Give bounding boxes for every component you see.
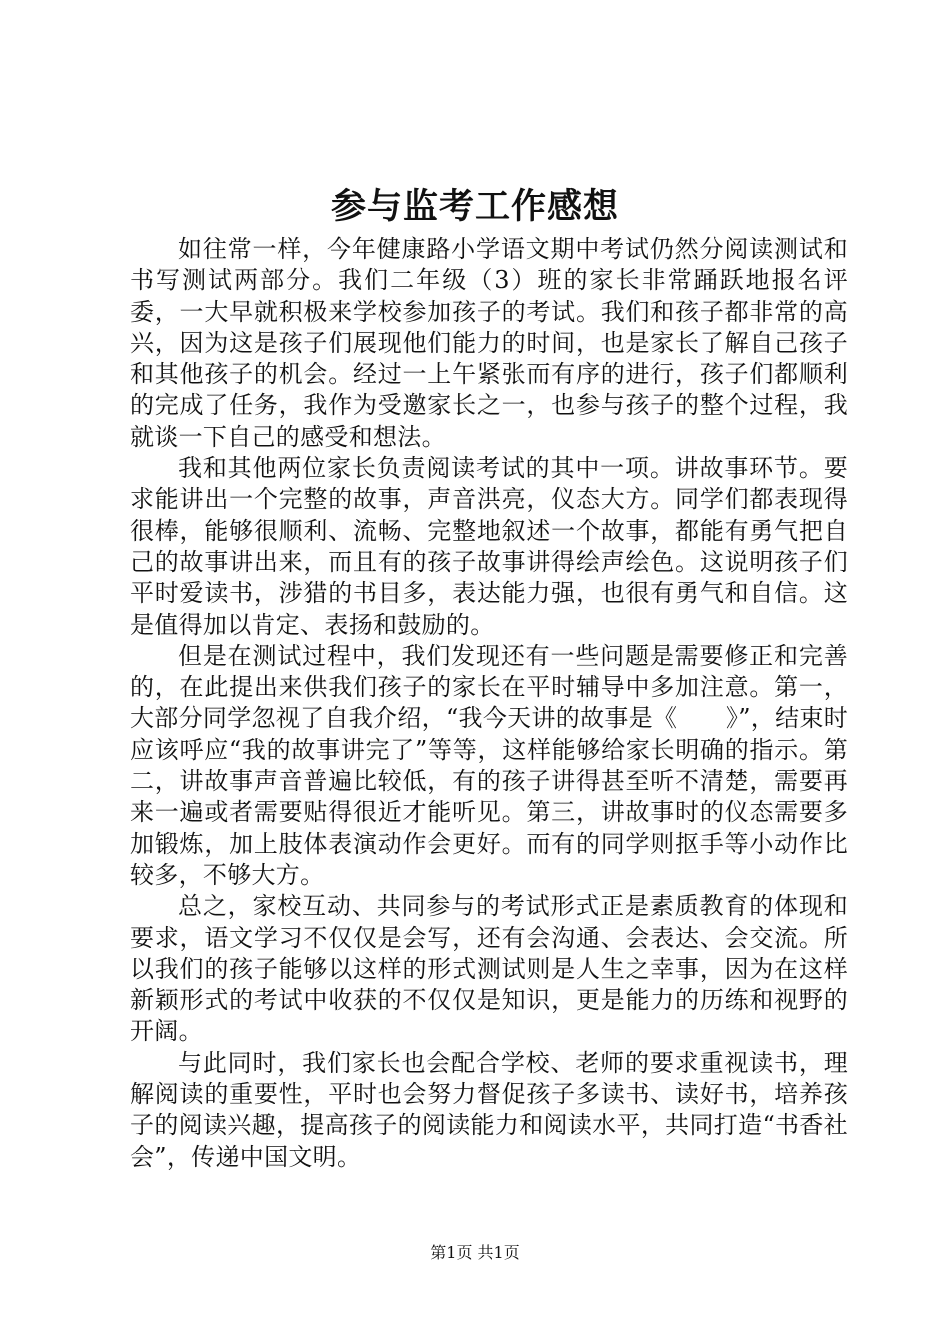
page-number-footer: 第1页 共1页 <box>430 1243 520 1262</box>
paragraph-3: 但是在测试过程中，我们发现还有一些问题是需要修正和完善的，在此提出来供我们孩子的家长在平时辅导中多加注意。第一，大部分同学忽视了自我介绍，“我今天讲的故事是《 》”，结束时应该呼应“我的故事讲完了”等等，这样能够给家长明确的指示。第二，讲故事声音普遍比较低，有的孩子讲得甚至听不清楚，需要再来一遍或者需要贴得很近才能听见。第三，讲故事时的仪态需要多加锻炼，加上肢体表演动作会更好。而有的同学则抠手等小动作比较多，不够大方。 <box>130 641 848 889</box>
paragraph-5: 与此同时，我们家长也会配合学校、老师的要求重视读书，理解阅读的重要性，平时也会努力督促孩子多读书、读好书，培养孩子的阅读兴趣，提高孩子的阅读能力和阅读水平，共同打造“书香社会”，传递中国文明。 <box>130 1048 848 1171</box>
paragraph-4: 总之，家校互动、共同参与的考试形式正是素质教育的体现和要求，语文学习不仅仅是会写，还有会沟通、会表达、会交流。所以我们的孩子能够以这样的形式测试则是人生之幸事，因为在这样新颖形式的考试中收获的不仅仅是知识，更是能力的历练和视野的开阔。 <box>130 892 848 1046</box>
paragraph-1: 如往常一样，今年健康路小学语文期中考试仍然分阅读测试和书写测试两部分。我们二年级（3）班的家长非常踊跃地报名评委，一大早就积极来学校参加孩子的考试。我们和孩子都非常的高兴，因为这是孩子们展现他们能力的时间，也是家长了解自己孩子和其他孩子的机会。经过一上午紧张而有序的进行，孩子们都顺利的完成了任务，我作为受邀家长之一，也参与孩子的整个过程，我就谈一下自己的感受和想法。 <box>130 235 848 451</box>
document-body <box>130 234 848 1173</box>
document-title: 参与监考工作感想 <box>330 186 619 227</box>
paragraph-2: 我和其他两位家长负责阅读考试的其中一项。讲故事环节。要求能讲出一个完整的故事，声音洪亮，仪态大方。同学们都表现得很棒，能够很顺利、流畅、完整地叙述一个故事，都能有勇气把自己的故事讲出来，而且有的孩子故事讲得绘声绘色。这说明孩子们平时爱读书，涉猎的书目多，表达能力强，也很有勇气和自信。这是值得加以肯定、表扬和鼓励的。 <box>130 454 848 639</box>
